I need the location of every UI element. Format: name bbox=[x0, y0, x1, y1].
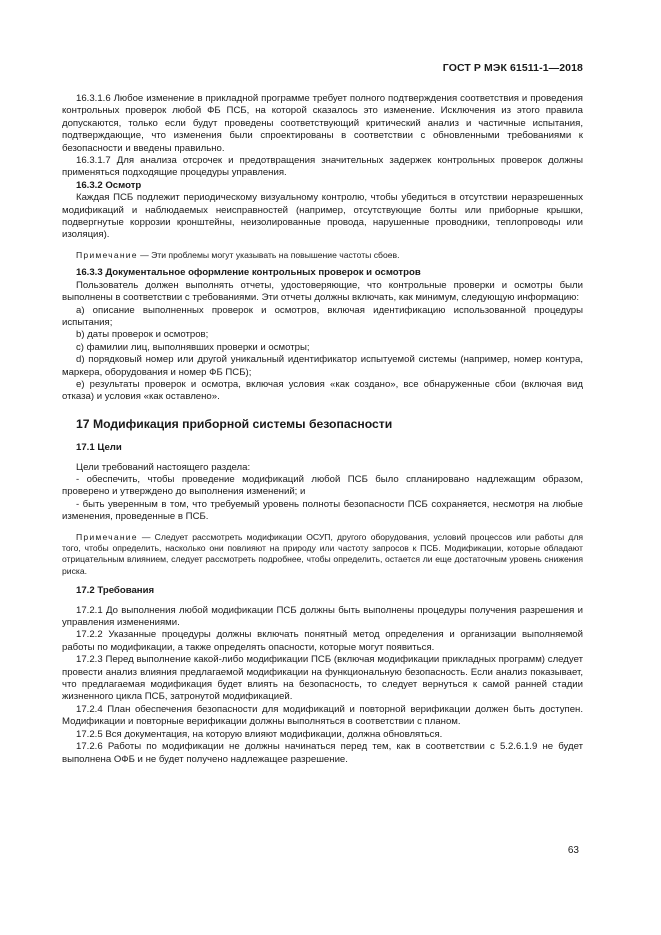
heading-17-2: 17.2 Требования bbox=[76, 585, 155, 597]
section-title-17: 17 Модификация приборной системы безопасности bbox=[76, 416, 393, 431]
heading-16-3-2: 16.3.2 Осмотр bbox=[76, 179, 142, 191]
page-body bbox=[62, 93, 583, 766]
list-item-a: a) описание выполненных проверок и осмотров, включая идентификацию использованной процедуры испытания; bbox=[62, 304, 583, 328]
paragraph-17-2-3: 17.2.3 Перед выполнение какой-либо модификации ПСБ (включая модификации прикладных программ) следует провести анализ влияния предлагаемой модификации на функциональную безопасность. Если анализ показывает, что предлагаемая модификация будет влиять на безопасность, то следует вернуться к самой ранней стадии жизненного цикла ПСБ, затронутой модификацией. bbox=[62, 654, 583, 703]
note-1 bbox=[62, 250, 583, 261]
heading-16-3-3: 16.3.3 Документальное оформление контрольных проверок и осмотров bbox=[76, 267, 421, 279]
note-2 bbox=[62, 532, 583, 578]
heading-17-1: 17.1 Цели bbox=[76, 442, 122, 454]
list-item-c: c) фамилии лиц, выполнявших проверки и осмотры; bbox=[76, 341, 310, 353]
document-header: ГОСТ Р МЭК 61511-1—2018 bbox=[442, 62, 583, 74]
paragraph-17-2-2: 17.2.2 Указанные процедуры должны включать понятный метод определения и организации выполняемой работы по модификации, а также определять опасности, которые могут появиться. bbox=[62, 629, 583, 653]
paragraph-17-2-1: 17.2.1 До выполнения любой модификации ПСБ должны быть выполнены процедуры получения разрешения и управления изменениями. bbox=[62, 604, 583, 629]
note-text: — Эти проблемы могут указывать на повышение частоты сбоев. bbox=[137, 249, 400, 260]
paragraph-inspection: Каждая ПСБ подлежит периодическому визуальному контролю, чтобы убедиться в отсутствии неразрешенных модификаций и наблюдаемых неисправностей (например, отсутствующие болты или приборные крышки, подвергнутые коррозии кронштейны, неизолированные провода, нарушенные проводники, теплопроводы или изоляция). bbox=[62, 192, 583, 241]
list-item-goal-1: - обеспечить, чтобы проведение модификаций любой ПСБ было спланировано надлежащим образом, проверено и утверждено до выполнения изменений; и bbox=[62, 473, 583, 498]
list-item-goal-2: - быть уверенным в том, что требуемый уровень полноты безопасности ПСБ сохраняется, несмотря на любые изменения, проведенные в ПСБ. bbox=[62, 498, 583, 523]
paragraph-16-3-1-6: 16.3.1.6 Любое изменение в прикладной программе требует полного подтверждения соответствия и проведения контрольных проверок любой ФБ ПСБ, на которой сказалось это изменение. Исключения из этого правила допускаются, только если будут проведены соответствующий критический анализ и частичные испытания, подтверждающие, что изменения были спроектированы в соответствии с обновленными требованиями к безопасности и введены правильно. bbox=[62, 93, 583, 154]
paragraph-goals: Цели требований настоящего раздела: bbox=[76, 461, 251, 473]
note-label: Примечание bbox=[76, 249, 138, 260]
note-label: Примечание bbox=[76, 531, 138, 542]
page-number: 63 bbox=[567, 845, 579, 856]
paragraph-16-3-1-7: 16.3.1.7 Для анализа отсрочек и предотвращения значительных задержек контрольных проверок должны применяться подходящие процедуры управления. bbox=[62, 155, 583, 179]
paragraph-17-2-6: 17.2.6 Работы по модификации не должны начинаться перед тем, как в соответствии с 5.2.6.1.9 не будет выполнена ОФБ и не будет получено надлежащее разрешение. bbox=[62, 741, 583, 765]
paragraph-17-2-4: 17.2.4 План обеспечения безопасности для модификаций и повторной верификации должен быть доступен. Модификации и повторные верификации должны выполняться в соответствии с планом. bbox=[62, 703, 583, 728]
note-text: — Следует рассмотреть модификации ОСУП, другого оборудования, условий процессов или работы для того, чтобы определить, насколько они повлияют на природу или частоту запросов к ПСБ. Модификации, которые обладают отрицательным влиянием, следует рассмотреть подробнее, чтобы определить, остается ли еще достаточным уровень снижения риска. bbox=[62, 531, 583, 576]
list-item-b: b) даты проверок и осмотров; bbox=[76, 329, 209, 341]
paragraph-reports: Пользователь должен выполнять отчеты, удостоверяющие, что контрольные проверки и осмотры были выполнены в соответствии с требованиями. Эти отчеты должны включать, как минимум, следующую информацию: bbox=[62, 279, 583, 304]
paragraph-17-2-5: 17.2.5 Вся документация, на которую влияют модификации, должна обновляться. bbox=[76, 728, 443, 740]
list-item-d: d) порядковый номер или другой уникальный идентификатор испытуемой системы (например, номер контура, маркера, оборудования и номер ФБ ПСБ); bbox=[62, 354, 583, 378]
list-item-e: e) результаты проверок и осмотра, включая условия «как создано», все обнаруженные сбои (включая вид отказа) и условия «как оставлено». bbox=[62, 378, 583, 403]
